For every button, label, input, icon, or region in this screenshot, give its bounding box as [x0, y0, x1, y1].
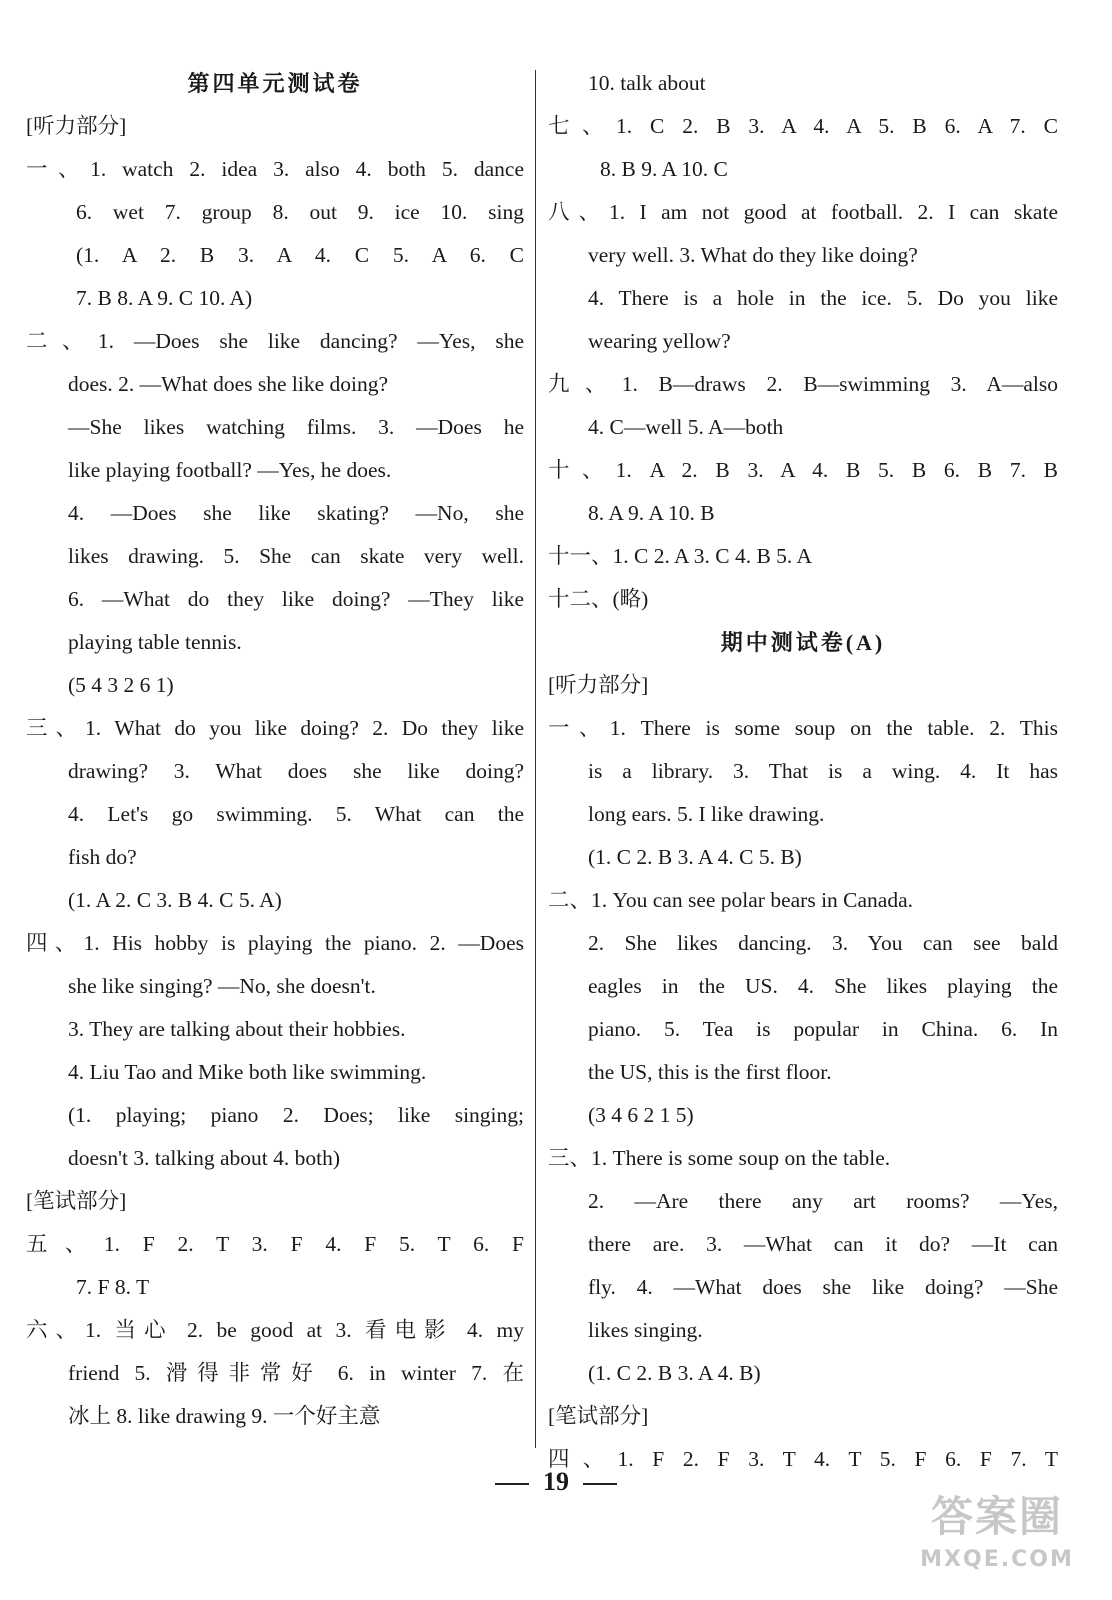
answer-line: 2. —Are there any art rooms? —Yes,	[588, 1189, 1058, 1213]
answer-line: 8. B 9. A 10. C	[600, 157, 728, 181]
watermark-logo: 答案圈	[930, 1492, 1063, 1541]
answer-line: 五、1. F 2. T 3. F 4. F 5. T 6. F	[26, 1232, 524, 1256]
answer-line: 10. talk about	[588, 71, 706, 95]
answer-line: 6. wet 7. group 8. out 9. ice 10. sing	[76, 200, 524, 224]
answer-line: 十一、1. C 2. A 3. C 4. B 5. A	[548, 544, 813, 568]
answer-line: (1. A 2. B 3. A 4. C 5. A 6. C	[76, 243, 524, 267]
page-number-dash-left	[495, 1483, 529, 1485]
answer-line: fish do?	[68, 845, 137, 869]
answer-line: 4. —Does she like skating? —No, she	[68, 501, 524, 525]
page-number-text: 19	[543, 1467, 569, 1496]
answer-line: 二、1. You can see polar bears in Canada.	[548, 888, 914, 912]
answer-line: (1. C 2. B 3. A 4. C 5. B)	[588, 845, 802, 869]
answer-line: (5 4 3 2 6 1)	[68, 673, 174, 697]
answer-line: 4. Liu Tao and Mike both like swimming.	[68, 1060, 427, 1084]
answer-line: 7. B 8. A 9. C 10. A)	[76, 286, 253, 310]
answer-line: (3 4 6 2 1 5)	[588, 1103, 694, 1127]
answer-line: long ears. 5. I like drawing.	[588, 802, 825, 826]
answer-line: likes drawing. 5. She can skate very well.	[68, 544, 524, 568]
answer-line: 四、1. His hobby is playing the piano. 2. —Does	[26, 931, 524, 955]
answer-line: she like singing? —No, she doesn't.	[68, 974, 376, 998]
watermark	[912, 1488, 1082, 1594]
answer-line: is a library. 3. That is a wing. 4. It has	[588, 759, 1058, 783]
answer-line: [听力部分]	[548, 673, 649, 697]
answer-line: 四、1. F 2. F 3. T 4. T 5. F 6. F 7. T	[548, 1447, 1058, 1471]
page-number-dash-right	[583, 1483, 617, 1485]
answer-line: 3. They are talking about their hobbies.	[68, 1017, 406, 1041]
answer-line: 2. She likes dancing. 3. You can see bald	[588, 931, 1058, 955]
answer-line: [笔试部分]	[548, 1404, 649, 1428]
answer-line: does. 2. —What does she like doing?	[68, 372, 389, 396]
answer-line: [听力部分]	[26, 114, 127, 138]
answer-line: like playing football? —Yes, he does.	[68, 458, 392, 482]
answer-line: 一、1. There is some soup on the table. 2. This	[548, 716, 1058, 740]
answer-line: 九、1. B—draws 2. B—swimming 3. A—also	[548, 372, 1058, 396]
answer-line: 三、1. What do you like doing? 2. Do they like	[26, 716, 524, 740]
answer-line: eagles in the US. 4. She likes playing the	[588, 974, 1058, 998]
answer-line: the US, this is the first floor.	[588, 1060, 832, 1084]
answer-line: 4. Let's go swimming. 5. What can the	[68, 802, 524, 826]
answer-line: 6. —What do they like doing? —They like	[68, 587, 524, 611]
column-divider	[535, 70, 536, 1448]
answer-line: 六、1. 当心 2. be good at 3. 看电影 4. my	[26, 1318, 524, 1342]
answer-line: (1. C 2. B 3. A 4. B)	[588, 1361, 761, 1385]
answer-line: (1. playing; piano 2. Does; like singing;	[68, 1103, 524, 1127]
answer-line: —She likes watching films. 3. —Does he	[68, 415, 524, 439]
answer-line: piano. 5. Tea is popular in China. 6. In	[588, 1017, 1058, 1041]
answer-line: [笔试部分]	[26, 1189, 127, 1213]
answer-line: very well. 3. What do they like doing?	[588, 243, 918, 267]
left-column	[26, 62, 524, 1438]
section-title: 期中测试卷(A)	[720, 630, 886, 655]
answer-line: there are. 3. —What can it do? —It can	[588, 1232, 1058, 1256]
section-title: 第四单元测试卷	[187, 71, 363, 96]
answer-line: (1. A 2. C 3. B 4. C 5. A)	[68, 888, 282, 912]
answer-line: 一、1. watch 2. idea 3. also 4. both 5. dance	[26, 157, 524, 181]
answer-line: doesn't 3. talking about 4. both)	[68, 1146, 340, 1170]
answer-line: 八、1. I am not good at football. 2. I can skate	[548, 200, 1058, 224]
answer-line: 8. A 9. A 10. B	[588, 501, 715, 525]
answer-line: 三、1. There is some soup on the table.	[548, 1146, 891, 1170]
answer-line: 七、1. C 2. B 3. A 4. A 5. B 6. A 7. C	[548, 114, 1058, 138]
answer-line: 十二、(略)	[548, 587, 649, 611]
answer-line: 4. C—well 5. A—both	[588, 415, 784, 439]
answer-line: drawing? 3. What does she like doing?	[68, 759, 524, 783]
answer-line: likes singing.	[588, 1318, 703, 1342]
answer-line: wearing yellow?	[588, 329, 731, 353]
answer-line: 冰上 8. like drawing 9. 一个好主意	[68, 1404, 381, 1428]
answer-line: friend 5. 滑得非常好 6. in winter 7. 在	[68, 1361, 524, 1385]
watermark-url: MXQE.COM	[920, 1547, 1074, 1572]
answer-line: playing table tennis.	[68, 630, 242, 654]
right-column	[548, 62, 1058, 1481]
answer-line: 7. F 8. T	[76, 1275, 150, 1299]
answer-line: fly. 4. —What does she like doing? —She	[588, 1275, 1058, 1299]
answer-line: 二、1. —Does she like dancing? —Yes, she	[26, 329, 524, 353]
answer-line: 十、1. A 2. B 3. A 4. B 5. B 6. B 7. B	[548, 458, 1058, 482]
answer-line: 4. There is a hole in the ice. 5. Do you like	[588, 286, 1058, 310]
